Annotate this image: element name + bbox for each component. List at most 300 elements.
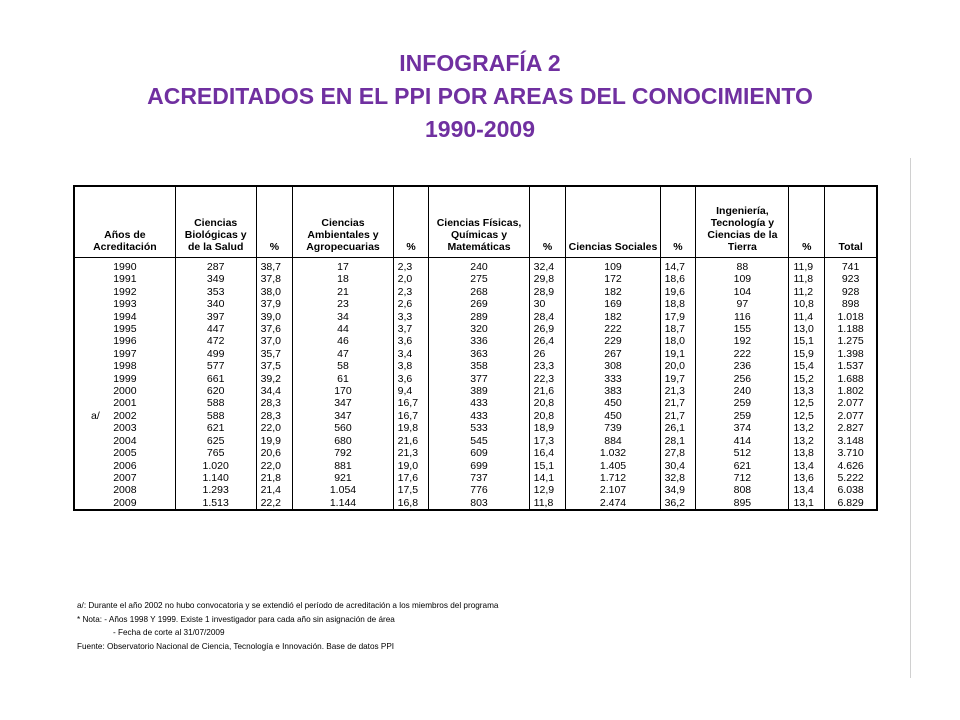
table-cell <box>529 360 566 372</box>
cell-value: 16,4 <box>533 447 555 460</box>
table-cell <box>256 273 293 285</box>
cell-value: 37,6 <box>260 323 281 336</box>
row-note-mark: a/ <box>91 409 100 422</box>
year-cell <box>74 460 175 472</box>
table-cell <box>660 323 696 335</box>
table-row <box>74 435 877 447</box>
table-cell <box>696 298 789 310</box>
cell-value: 104 <box>733 285 752 298</box>
table-cell <box>256 335 293 347</box>
table-cell <box>789 497 825 510</box>
cell-value: 182 <box>604 285 622 298</box>
cell-value: 1.513 <box>202 496 229 509</box>
cell-value: 47 <box>337 347 349 360</box>
table-cell <box>566 497 660 510</box>
cell-value: 172 <box>604 273 622 286</box>
cell-value: 37,9 <box>260 298 281 311</box>
cell-value: 2,3 <box>397 285 413 298</box>
table-row <box>74 298 877 310</box>
cell-value: 6.038 <box>837 484 864 497</box>
cell-value: 1.032 <box>599 447 627 460</box>
cell-value: 1998 <box>113 360 137 373</box>
cell-value: 289 <box>470 310 488 323</box>
cell-value: 13,8 <box>793 447 814 460</box>
table-cell <box>293 435 393 447</box>
table-cell <box>393 497 429 510</box>
cell-value: 15,1 <box>533 459 555 472</box>
table-cell <box>293 335 393 347</box>
table-cell <box>429 273 529 285</box>
table-cell <box>529 460 566 472</box>
cell-value: 499 <box>206 347 225 360</box>
cell-value: 577 <box>206 360 225 373</box>
table-cell <box>696 273 789 285</box>
table-cell <box>825 484 877 496</box>
year-cell <box>74 373 175 385</box>
cell-value: 895 <box>733 496 752 509</box>
table-cell <box>696 335 789 347</box>
table-row <box>74 447 877 459</box>
cell-value: 17,5 <box>397 484 419 497</box>
table-cell <box>429 435 529 447</box>
source-note: Fuente: Observatorio Nacional de Ciencia, Tecnología e Innovación. Base de datos PPI <box>77 641 395 651</box>
cell-value: 1.188 <box>837 323 864 336</box>
cell-value: 923 <box>841 273 860 286</box>
table-cell <box>789 484 825 496</box>
data-table-container <box>73 185 878 511</box>
divider <box>910 158 911 678</box>
cell-value: 3,8 <box>397 360 413 373</box>
cell-value: 16,7 <box>397 397 419 410</box>
table-cell <box>789 273 825 285</box>
table-cell <box>825 422 877 434</box>
cell-value: 1.275 <box>837 335 864 348</box>
cell-value: 23,3 <box>533 360 555 373</box>
table-cell <box>696 258 789 274</box>
table-cell <box>696 323 789 335</box>
year-cell <box>74 286 175 298</box>
cell-value: 13,3 <box>793 385 814 398</box>
cell-value: 792 <box>334 447 352 460</box>
table-cell <box>393 258 429 274</box>
table-cell <box>256 422 293 434</box>
cell-value: 58 <box>337 360 349 373</box>
cell-value: 3,7 <box>397 323 413 336</box>
table-cell <box>393 373 429 385</box>
table-cell <box>393 435 429 447</box>
table-cell <box>566 435 660 447</box>
cell-value: 109 <box>604 261 622 273</box>
table-cell <box>566 311 660 323</box>
cell-value: 533 <box>470 422 488 435</box>
table-cell <box>256 311 293 323</box>
cell-value: 275 <box>470 273 488 286</box>
year-cell <box>74 484 175 496</box>
year-cell <box>74 311 175 323</box>
cell-value: 20,8 <box>533 409 555 422</box>
cell-value: 588 <box>206 397 225 410</box>
table-cell <box>256 472 293 484</box>
cell-value: 1990 <box>113 261 137 273</box>
cell-value: 472 <box>206 335 225 348</box>
cell-value: 19,1 <box>664 347 685 360</box>
cell-value: 741 <box>841 261 860 273</box>
table-cell <box>696 373 789 385</box>
column-header: % <box>256 186 293 258</box>
cell-value: 18,8 <box>664 298 685 311</box>
table-cell <box>256 435 293 447</box>
table-cell <box>175 360 256 372</box>
table-cell <box>175 348 256 360</box>
footnotes <box>77 599 877 653</box>
table-cell <box>429 323 529 335</box>
cell-value: 26,1 <box>664 422 685 435</box>
table-cell <box>293 497 393 510</box>
table-cell <box>566 258 660 274</box>
table-cell <box>429 360 529 372</box>
cell-value: 353 <box>206 285 225 298</box>
table-cell <box>696 447 789 459</box>
year-cell <box>74 335 175 347</box>
cell-value: 363 <box>470 347 488 360</box>
cell-value: 2.077 <box>837 409 864 422</box>
table-row <box>74 311 877 323</box>
table-cell <box>393 360 429 372</box>
cell-value: 19,6 <box>664 285 685 298</box>
column-header: Ciencias Ambientales y Agropecuarias <box>293 186 393 258</box>
year-cell <box>74 397 175 409</box>
table-cell <box>789 447 825 459</box>
table-cell <box>393 397 429 409</box>
cell-value: 349 <box>206 273 225 286</box>
table-cell <box>660 298 696 310</box>
cell-value: 433 <box>470 409 488 422</box>
cell-value: 44 <box>337 323 349 336</box>
table-row <box>74 460 877 472</box>
cell-value: 15,1 <box>793 335 814 348</box>
cell-value: 20,6 <box>260 447 281 460</box>
table-cell <box>696 460 789 472</box>
table-cell <box>256 323 293 335</box>
cell-value: 26,4 <box>533 335 555 348</box>
cell-value: 803 <box>470 496 488 509</box>
table-cell <box>293 472 393 484</box>
table-cell <box>293 273 393 285</box>
cell-value: 609 <box>470 447 488 460</box>
year-cell <box>74 360 175 372</box>
cell-value: 1.020 <box>202 459 229 472</box>
table-cell <box>429 298 529 310</box>
table-cell <box>175 286 256 298</box>
cell-value: 10,8 <box>793 298 814 311</box>
table-cell <box>393 385 429 397</box>
cell-value: 512 <box>733 447 752 460</box>
table-body <box>74 258 877 511</box>
cell-value: 447 <box>206 323 225 336</box>
table-cell <box>825 397 877 409</box>
cell-value: 28,9 <box>533 285 555 298</box>
cell-value: 414 <box>733 434 752 447</box>
cell-value: 21 <box>337 285 349 298</box>
cell-value: 19,8 <box>397 422 419 435</box>
table-cell <box>566 385 660 397</box>
cell-value: 389 <box>470 385 488 398</box>
table-cell <box>429 484 529 496</box>
cell-value: 621 <box>206 422 225 435</box>
table-cell <box>825 360 877 372</box>
cell-value: 881 <box>334 459 352 472</box>
table-cell <box>825 385 877 397</box>
table-header-row <box>74 186 877 258</box>
cell-value: 450 <box>604 409 622 422</box>
table-cell <box>825 286 877 298</box>
column-header: Ciencias Sociales <box>566 186 660 258</box>
table-row <box>74 472 877 484</box>
cell-value: 18,0 <box>664 335 685 348</box>
table-cell <box>825 460 877 472</box>
table-cell <box>566 286 660 298</box>
table-row <box>74 497 877 510</box>
cell-value: 11,9 <box>793 261 814 273</box>
table-cell <box>696 385 789 397</box>
cell-value: 13,0 <box>793 323 814 336</box>
year-cell <box>74 258 175 274</box>
table-cell <box>696 348 789 360</box>
table-cell <box>256 348 293 360</box>
table-cell <box>293 422 393 434</box>
cell-value: 928 <box>841 285 860 298</box>
cell-value: 28,1 <box>664 434 685 447</box>
cell-value: 545 <box>470 434 488 447</box>
cell-value: 15,4 <box>793 360 814 373</box>
table-cell <box>175 397 256 409</box>
table-cell <box>660 286 696 298</box>
cell-value: 46 <box>337 335 349 348</box>
cell-value: 37,8 <box>260 273 281 286</box>
cell-value: 35,7 <box>260 347 281 360</box>
cell-value: 229 <box>604 335 622 348</box>
cell-value: 15,2 <box>793 372 814 385</box>
table-cell <box>293 385 393 397</box>
cell-value: 21,3 <box>397 447 419 460</box>
cell-value: 2.474 <box>599 496 627 509</box>
cell-value: 13,4 <box>793 459 814 472</box>
table-cell <box>256 447 293 459</box>
cell-value: 267 <box>604 347 622 360</box>
table-cell <box>175 447 256 459</box>
table-cell <box>825 311 877 323</box>
table-cell <box>293 298 393 310</box>
table-cell <box>393 410 429 422</box>
cell-value: 21,8 <box>260 471 281 484</box>
column-header: Ciencias Biológicas y de la Salud <box>175 186 256 258</box>
cell-value: 2002 <box>113 409 137 422</box>
cell-value: 18,6 <box>664 273 685 286</box>
table-cell <box>529 484 566 496</box>
cell-value: 22,0 <box>260 459 281 472</box>
cell-value: 347 <box>334 409 352 422</box>
table-cell <box>293 360 393 372</box>
table-cell <box>393 484 429 496</box>
table-cell <box>429 422 529 434</box>
table-cell <box>789 472 825 484</box>
table-cell <box>789 335 825 347</box>
table-cell <box>393 460 429 472</box>
cell-value: 2000 <box>113 385 137 398</box>
table-cell <box>429 311 529 323</box>
cell-value: 433 <box>470 397 488 410</box>
title-line-1: INFOGRAFÍA 2 <box>399 50 561 76</box>
table-cell <box>293 286 393 298</box>
table-cell <box>696 311 789 323</box>
table-cell <box>529 410 566 422</box>
cell-value: 18 <box>337 273 349 286</box>
cell-value: 36,2 <box>664 496 685 509</box>
table-cell <box>429 348 529 360</box>
table-cell <box>293 397 393 409</box>
cell-value: 34,9 <box>664 484 685 497</box>
table-cell <box>660 373 696 385</box>
cell-value: 116 <box>734 310 751 323</box>
table-row <box>74 410 877 422</box>
cell-value: 20,0 <box>664 360 685 373</box>
cell-value: 240 <box>733 385 752 398</box>
table-cell <box>175 298 256 310</box>
table-cell <box>293 373 393 385</box>
cell-value: 358 <box>470 360 488 373</box>
cell-value: 26,9 <box>533 323 555 336</box>
cell-value: 19,7 <box>664 372 685 385</box>
cell-value: 30,4 <box>664 459 685 472</box>
cell-value: 1.398 <box>837 347 864 360</box>
cell-value: 625 <box>206 434 225 447</box>
table-cell <box>660 311 696 323</box>
cell-value: 236 <box>733 360 752 373</box>
year-cell <box>74 298 175 310</box>
table-cell <box>256 373 293 385</box>
table-cell <box>293 258 393 274</box>
cell-value: 4.626 <box>837 459 864 472</box>
cell-value: 19,0 <box>397 459 419 472</box>
year-cell <box>74 385 175 397</box>
cell-value: 921 <box>334 471 352 484</box>
cell-value: 12,5 <box>793 409 814 422</box>
cell-value: 884 <box>604 434 622 447</box>
cell-value: 2,0 <box>397 273 413 286</box>
cell-value: 28,3 <box>260 397 281 410</box>
cell-value: 2.077 <box>837 397 864 410</box>
cell-value: 34 <box>337 310 349 323</box>
cell-value: 397 <box>206 310 225 323</box>
table-cell <box>529 348 566 360</box>
table-cell <box>566 410 660 422</box>
cell-value: 2007 <box>113 471 137 484</box>
year-cell <box>74 273 175 285</box>
cell-value: 155 <box>733 323 752 336</box>
table-cell <box>660 397 696 409</box>
cell-value: 12,9 <box>533 484 555 497</box>
table-cell <box>660 385 696 397</box>
table-cell <box>825 435 877 447</box>
year-cell <box>74 472 175 484</box>
table-cell <box>529 422 566 434</box>
table-cell <box>529 447 566 459</box>
cell-value: 308 <box>604 360 622 373</box>
table-row <box>74 286 877 298</box>
table-cell <box>175 385 256 397</box>
cell-value: 21,4 <box>260 484 281 497</box>
cell-value: 37,5 <box>260 360 281 373</box>
cell-value: 383 <box>604 385 622 398</box>
cell-value: 11,4 <box>793 310 814 323</box>
table-row <box>74 385 877 397</box>
table-cell <box>660 335 696 347</box>
table-cell <box>175 410 256 422</box>
table-cell <box>825 273 877 285</box>
cell-value: 374 <box>733 422 752 435</box>
cell-value: 23 <box>337 298 349 311</box>
table-cell <box>256 497 293 510</box>
table-cell <box>256 258 293 274</box>
table-row <box>74 484 877 496</box>
table-row <box>74 373 877 385</box>
cell-value: 1.054 <box>329 484 357 497</box>
table-cell <box>175 323 256 335</box>
cell-value: 2001 <box>113 397 137 410</box>
cell-value: 37,0 <box>260 335 281 348</box>
table-cell <box>293 348 393 360</box>
table-cell <box>175 258 256 274</box>
table-cell <box>566 460 660 472</box>
cell-value: 2009 <box>113 496 137 509</box>
table-cell <box>393 447 429 459</box>
table-cell <box>293 410 393 422</box>
cell-value: 17,6 <box>397 471 419 484</box>
table-cell <box>789 286 825 298</box>
table-row <box>74 397 877 409</box>
column-header: Años de Acreditación <box>74 186 175 258</box>
cell-value: 2,3 <box>397 261 413 273</box>
table-row <box>74 273 877 285</box>
table-cell <box>789 397 825 409</box>
table-cell <box>566 422 660 434</box>
table-cell <box>529 286 566 298</box>
cell-value: 3,3 <box>397 310 413 323</box>
footnote-nota-2: - Fecha de corte al 31/07/2009 <box>113 628 225 637</box>
cell-value: 6.829 <box>837 496 864 509</box>
table-cell <box>256 286 293 298</box>
table-cell <box>256 410 293 422</box>
cell-value: 39,0 <box>260 310 281 323</box>
cell-value: 765 <box>206 447 225 460</box>
cell-value: 17 <box>337 261 349 273</box>
table-cell <box>529 335 566 347</box>
table-cell <box>696 497 789 510</box>
table-cell <box>256 460 293 472</box>
table-cell <box>696 484 789 496</box>
table-cell <box>429 286 529 298</box>
table-cell <box>175 335 256 347</box>
table-cell <box>293 323 393 335</box>
table-cell <box>529 373 566 385</box>
footnote-a: a/: Durante el año 2002 no hubo convocatoria y se extendió el período de acreditación a los miembros del programa <box>77 601 499 610</box>
table-cell <box>429 472 529 484</box>
cell-value: 29,8 <box>533 273 555 286</box>
table-cell <box>175 422 256 434</box>
cell-value: 287 <box>206 261 225 273</box>
table-cell <box>566 447 660 459</box>
table-cell <box>660 472 696 484</box>
